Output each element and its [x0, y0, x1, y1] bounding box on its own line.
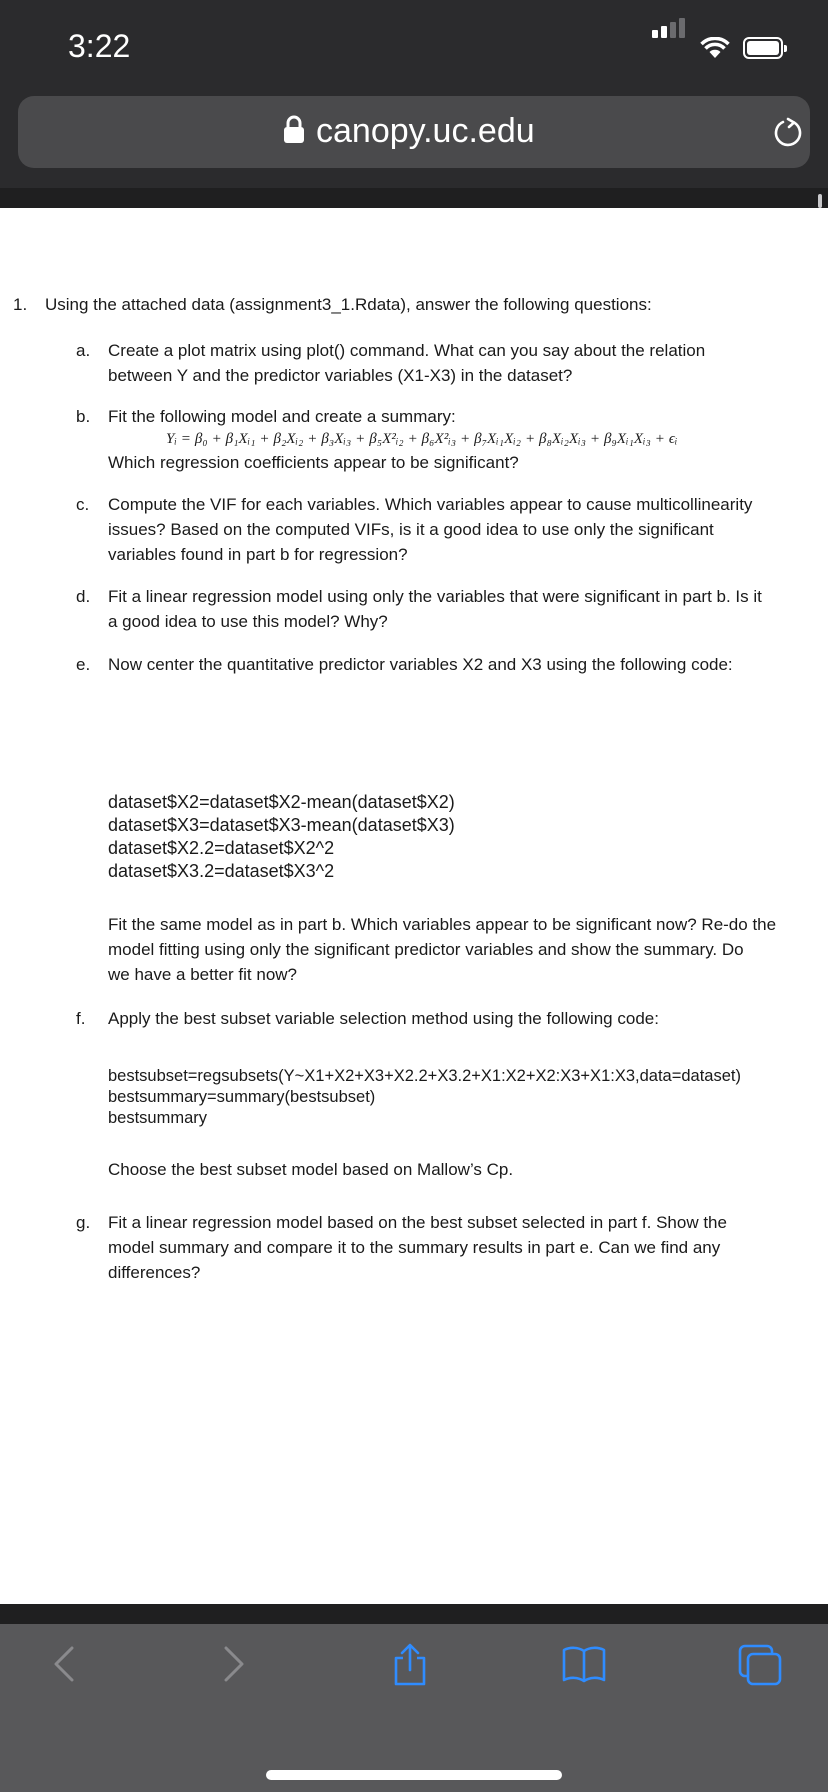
code-line: dataset$X3=dataset$X3-mean(dataset$X3): [108, 815, 455, 835]
bookmarks-icon[interactable]: [560, 1642, 608, 1686]
status-time: 3:22: [68, 28, 131, 64]
item-b-letter: b.: [76, 407, 91, 426]
code-line: bestsummary: [108, 1109, 208, 1127]
wifi-icon: [700, 37, 730, 59]
item-b-line1: Fit the following model and create a summary:: [108, 407, 456, 426]
address-bar[interactable]: [18, 96, 810, 168]
code-line: bestsubset=regsubsets(Y~X1+X2+X3+X2.2+X3.2+X1:X2+X2:X3+X1:X3,data=dataset): [108, 1067, 741, 1085]
scroll-indicator[interactable]: [818, 194, 822, 208]
page-top-edge: [0, 188, 828, 208]
item-a-line1: Create a plot matrix using plot() command. What can you say about the relation: [108, 341, 706, 360]
item-g-letter: g.: [76, 1213, 91, 1232]
item-e-letter: e.: [76, 655, 91, 674]
question-number: 1.: [13, 295, 28, 314]
item-b-line2: Which regression coefficients appear to be significant?: [108, 453, 519, 472]
reload-icon[interactable]: [772, 116, 804, 148]
item-a-letter: a.: [76, 341, 91, 360]
item-g-line1: Fit a linear regression model based on the best subset selected in part f. Show the: [108, 1213, 727, 1232]
status-and-address-area: [0, 0, 828, 188]
url-text: canopy.uc.edu: [316, 112, 535, 150]
share-icon[interactable]: [388, 1642, 432, 1688]
page-bottom-edge: [0, 1604, 828, 1624]
code-line: dataset$X2.2=dataset$X2^2: [108, 838, 335, 858]
item-d-letter: d.: [76, 587, 91, 606]
forward-icon[interactable]: [214, 1642, 254, 1686]
item-d-line1: Fit a linear regression model using only the variables that were significant in part b. Is it: [108, 587, 762, 606]
item-f-line1: Apply the best subset variable selection method using the following code:: [108, 1009, 659, 1028]
item-e-after1: Fit the same model as in part b. Which variables appear to be significant now? Re-do the: [108, 915, 777, 934]
item-a-line2: between Y and the predictor variables (X1-X3) in the dataset?: [108, 366, 573, 385]
browser-toolbar: [0, 1624, 828, 1792]
document-page: [0, 208, 828, 1604]
regression-equation: Yᵢ = β₀ + β₁Xᵢ₁ + β₂Xᵢ₂ + β₃Xᵢ₃ + β₅X²ᵢ₂ + β₆X²ᵢ₃ + β₇Xᵢ₁Xᵢ₂ + β₈Xᵢ₂Xᵢ₃ + β₉Xᵢ₁Xᵢ₃ + ϵᵢ: [166, 431, 678, 447]
tabs-icon[interactable]: [736, 1642, 786, 1688]
item-e-after2: model fitting using only the significant predictor variables and show the summary. Do: [108, 940, 744, 959]
code-line: dataset$X2=dataset$X2-mean(dataset$X2): [108, 792, 455, 812]
item-d-line2: a good idea to use this model? Why?: [108, 612, 388, 631]
item-e-line1: Now center the quantitative predictor variables X2 and X3 using the following code:: [108, 655, 733, 674]
code-line: bestsummary=summary(bestsubset): [108, 1088, 376, 1106]
item-c-line3: variables found in part b for regression?: [108, 545, 408, 564]
item-f-after1: Choose the best subset model based on Mallow’s Cp.: [108, 1160, 514, 1179]
item-c-letter: c.: [76, 495, 90, 514]
item-c-line2: issues? Based on the computed VIFs, is it a good idea to use only the significant: [108, 520, 714, 539]
lock-icon: [283, 114, 305, 144]
battery-icon: [743, 37, 783, 59]
item-e-after3: we have a better fit now?: [108, 965, 298, 984]
code-line: dataset$X3.2=dataset$X3^2: [108, 861, 335, 881]
item-c-line1: Compute the VIF for each variables. Which variables appear to cause multicollinearity: [108, 495, 753, 514]
back-icon[interactable]: [44, 1642, 84, 1686]
question-text: Using the attached data (assignment3_1.Rdata), answer the following questions:: [45, 295, 652, 314]
home-indicator[interactable]: [266, 1770, 562, 1780]
item-g-line2: model summary and compare it to the summary results in part e. Can we find any: [108, 1238, 721, 1257]
item-f-letter: f.: [76, 1009, 86, 1028]
item-g-line3: differences?: [108, 1263, 201, 1282]
